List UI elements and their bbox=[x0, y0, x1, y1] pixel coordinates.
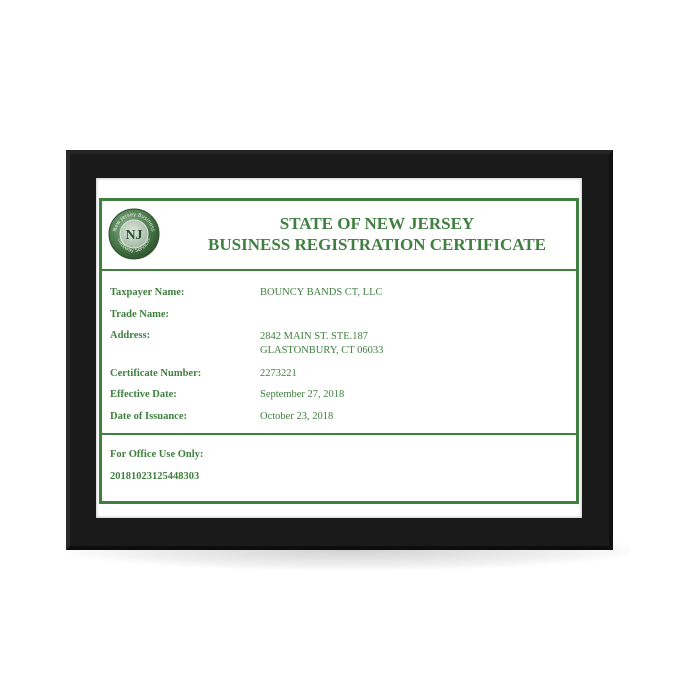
address-label: Address: bbox=[110, 330, 151, 341]
certificate-title-line2: BUSINESS REGISTRATION CERTIFICATE bbox=[208, 235, 546, 254]
certificate-number-value: 2273221 bbox=[260, 368, 297, 379]
office-use-number: 20181023125448303 bbox=[110, 471, 200, 482]
effective-date-label: Effective Date: bbox=[110, 389, 177, 400]
trade-name-label: Trade Name: bbox=[110, 309, 169, 320]
office-use-section bbox=[102, 435, 576, 501]
certificate-number-label: Certificate Number: bbox=[110, 368, 202, 379]
nj-seal-icon bbox=[108, 208, 160, 260]
certificate-title-line1: STATE OF NEW JERSEY bbox=[279, 214, 475, 233]
svg-text:Gateway Services: Gateway Services bbox=[116, 237, 152, 255]
certificate-header bbox=[102, 201, 576, 271]
address-line2: GLASTONBURY, CT 06033 bbox=[260, 345, 384, 356]
date-of-issuance-value: October 23, 2018 bbox=[260, 411, 334, 422]
taxpayer-name-label: Taxpayer Name: bbox=[110, 287, 185, 298]
business-registration-certificate bbox=[99, 198, 579, 504]
seal-monogram: NJ bbox=[125, 228, 143, 243]
picture-frame bbox=[66, 150, 613, 550]
office-use-label: For Office Use Only: bbox=[110, 449, 204, 460]
effective-date-value: September 27, 2018 bbox=[260, 389, 345, 400]
svg-text:New Jersey Business: New Jersey Business bbox=[112, 211, 156, 233]
taxpayer-name-value: BOUNCY BANDS CT, LLC bbox=[260, 287, 383, 298]
frame-mat bbox=[96, 178, 582, 518]
certificate-title-block bbox=[192, 213, 562, 255]
date-of-issuance-label: Date of Issuance: bbox=[110, 411, 187, 422]
address-line1: 2842 MAIN ST. STE.187 bbox=[260, 331, 369, 342]
certificate-fields bbox=[102, 271, 576, 435]
